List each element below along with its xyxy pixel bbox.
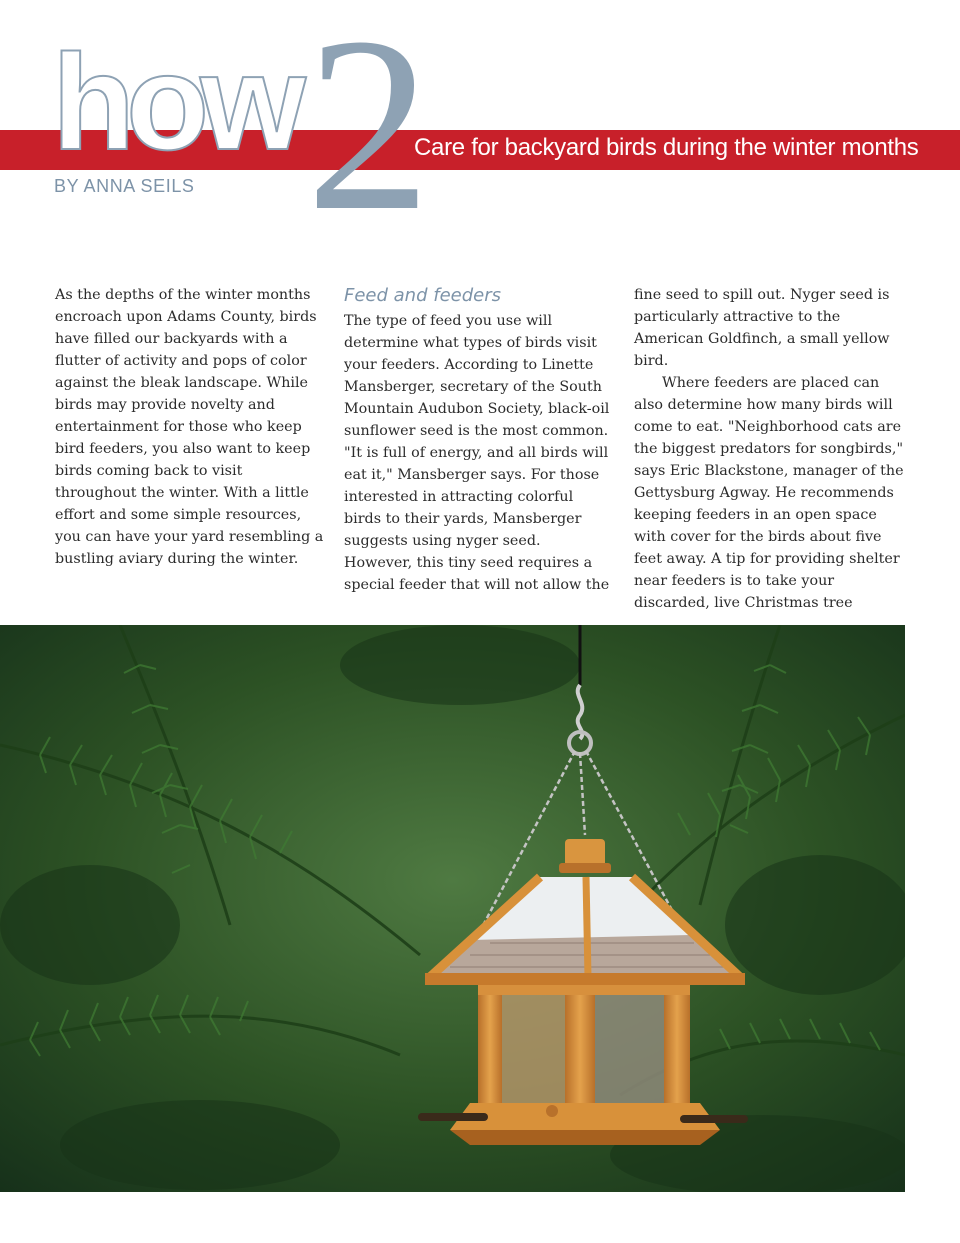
article-column-1 bbox=[55, 284, 325, 570]
paragraph: As the depths of the winter months encroach upon Adams County, birds have filled our backyards with a flutter of activity and pops of color against the bleak landscape. While birds may provide novelty and entertainment for those who keep bird feeders, you also want to keep birds coming back to visit throughout the winter. With a little effort and some simple resources, you can have your yard resembling a bustling aviary during the winter. bbox=[55, 287, 324, 567]
paragraph: fine seed to spill out. Nyger seed is particularly attractive to the American Goldfinch, a small yellow bird. bbox=[634, 287, 890, 369]
feeder-illustration bbox=[0, 625, 905, 1192]
article-column-2 bbox=[344, 284, 612, 596]
article-column-3 bbox=[634, 284, 906, 614]
bird-feeder-photo bbox=[0, 625, 905, 1192]
how-wordmark: how bbox=[52, 26, 297, 178]
paragraph: Where feeders are placed can also determine how many birds will come to eat. "Neighborhood cats are the biggest predators for songbirds," says Eric Blackstone, manager of the Gettysburg Agway. He recommends keeping feeders in an open space with cover for the birds about five feet away. A tip for providing shelter near feeders is to take your discarded, live Christmas tree bbox=[634, 375, 904, 611]
section-heading: Feed and feeders bbox=[344, 285, 501, 306]
numeral-two: 2 bbox=[306, 0, 431, 263]
article-subtitle: Care for backyard birds during the winter months bbox=[414, 134, 919, 161]
paragraph: The type of feed you use will determine what types of birds visit your feeders. According to Linette Mansberger, secretary of the South Mountain Audubon Society, black-oil sunflower seed is the most common. "It is full of energy, and all birds will eat it," Mansberger says. For those interested in attracting colorful birds to their yards, Mansberger suggests using nyger seed. However, this tiny seed requires a special feeder that will not allow the bbox=[344, 313, 610, 593]
byline: BY ANNA SEILS bbox=[54, 176, 195, 196]
